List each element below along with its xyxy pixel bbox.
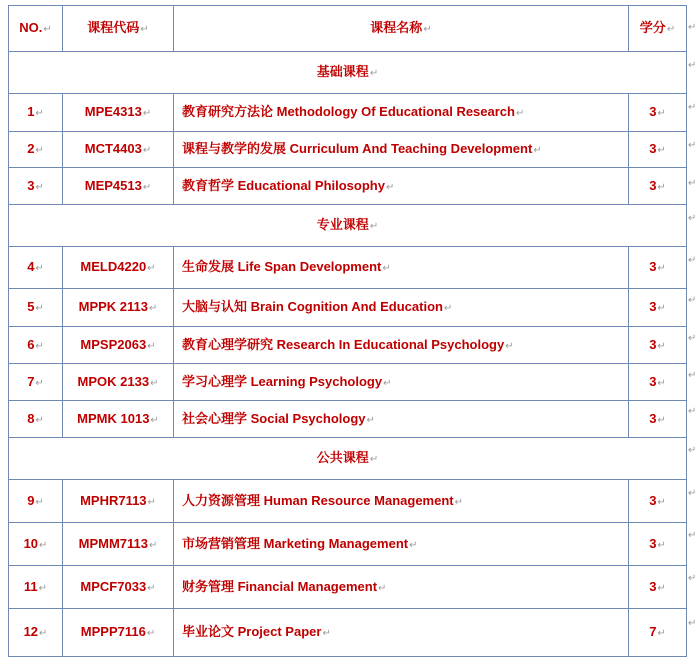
paragraph-mark-icon: ↵ (148, 539, 158, 551)
course-code-text: MEP4513 (84, 177, 142, 193)
course-code (63, 132, 174, 168)
paragraph-mark-icon: ↵ (657, 496, 666, 508)
paragraph-mark-icon: ↵ (657, 263, 666, 274)
paragraph-mark-icon: ↵ (142, 145, 152, 156)
course-no (9, 401, 63, 438)
row-end-mark: ↵ (688, 333, 696, 344)
course-name (174, 480, 629, 523)
course-credit (629, 168, 687, 205)
paragraph-mark-icon: ↵ (657, 582, 666, 594)
course-no-text: 7 (27, 373, 35, 389)
course-code (63, 94, 174, 132)
paragraph-mark-icon: ↵ (35, 303, 44, 314)
course-name-text: 教育心理学研究 Research In Educational Psychology (182, 336, 505, 352)
course-no (9, 609, 63, 657)
course-credit (629, 94, 687, 132)
course-no-text: 11 (23, 578, 38, 594)
course-name (174, 132, 629, 168)
course-code-text: MPMM7113 (78, 535, 148, 551)
row-end-mark: ↵ (688, 213, 696, 224)
course-no-text: 9 (27, 492, 35, 508)
table-row (9, 364, 687, 401)
paragraph-mark-icon: ↵ (657, 145, 666, 156)
course-code-text: MPPK 2113 (78, 299, 148, 314)
row-end-mark: ↵ (688, 60, 696, 71)
paragraph-mark-icon: ↵ (147, 263, 156, 274)
course-name-text: 财务管理 Financial Management (182, 578, 378, 594)
row-end-mark: ↵ (688, 370, 696, 381)
paragraph-mark-icon: ↵ (515, 108, 525, 119)
paragraph-mark-icon: ↵ (35, 181, 44, 193)
course-no-text: 5 (27, 299, 35, 314)
course-code-text: MPCF7033 (80, 578, 147, 594)
course-credit-text: 3 (649, 578, 657, 594)
course-credit (629, 289, 687, 327)
paragraph-mark-icon: ↵ (150, 414, 159, 426)
section-title-text: 基础课程 (316, 64, 369, 79)
section-row (9, 438, 687, 480)
course-name (174, 247, 629, 289)
paragraph-mark-icon: ↵ (146, 628, 156, 639)
course-no-text: 8 (27, 410, 35, 426)
course-credit (629, 566, 687, 609)
paragraph-mark-icon: ↵ (443, 303, 453, 314)
course-credit-text: 3 (649, 535, 657, 551)
course-no-text: 4 (27, 259, 35, 274)
course-name-text: 社会心理学 Social Psychology (182, 410, 366, 426)
table-row (9, 523, 687, 566)
paragraph-mark-icon: ↵ (147, 340, 156, 352)
section-title (9, 438, 687, 480)
table-row (9, 247, 687, 289)
course-code-text: MCT4403 (84, 141, 142, 156)
section-row (9, 205, 687, 247)
course-name-text: 教育研究方法论 Methodology Of Educational Research (182, 104, 515, 119)
table-row (9, 480, 687, 523)
table-row (9, 566, 687, 609)
course-credit-text: 3 (649, 141, 657, 156)
course-code (63, 566, 174, 609)
course-name (174, 327, 629, 364)
course-name (174, 401, 629, 438)
course-credit (629, 327, 687, 364)
row-end-mark: ↵ (688, 530, 696, 541)
course-name-text: 课程与教学的发展 Curriculum And Teaching Development (182, 141, 533, 156)
row-end-mark: ↵ (688, 178, 696, 189)
course-code-text: MPPP7116 (80, 624, 146, 639)
paragraph-mark-icon: ↵ (533, 145, 542, 156)
course-name-text: 人力资源管理 Human Resource Management (182, 492, 454, 508)
paragraph-mark-icon: ↵ (382, 263, 391, 274)
course-no (9, 132, 63, 168)
course-code (63, 523, 174, 566)
paragraph-mark-icon: ↵ (369, 68, 379, 79)
paragraph-mark-icon: ↵ (657, 340, 666, 352)
row-end-mark: ↵ (688, 140, 696, 151)
paragraph-mark-icon: ↵ (657, 628, 666, 639)
course-name (174, 94, 629, 132)
course-no (9, 289, 63, 327)
paragraph-mark-icon: ↵ (322, 628, 331, 639)
paragraph-mark-icon: ↵ (147, 496, 156, 508)
paragraph-mark-icon: ↵ (35, 496, 44, 508)
course-no (9, 247, 63, 289)
course-credit (629, 401, 687, 438)
paragraph-mark-icon: ↵ (657, 377, 666, 389)
section-title-text: 公共课程 (316, 450, 369, 465)
paragraph-mark-icon: ↵ (657, 414, 666, 426)
course-name (174, 364, 629, 401)
header-name: 课程名称↵ (174, 6, 629, 52)
course-no (9, 480, 63, 523)
paragraph-mark-icon: ↵ (35, 263, 44, 274)
course-name-text: 毕业论文 Project Paper (182, 624, 322, 639)
course-no (9, 566, 63, 609)
paragraph-mark-icon: ↵ (35, 145, 44, 156)
paragraph-mark-icon: ↵ (409, 539, 418, 551)
section-title-text: 专业课程 (316, 217, 369, 232)
course-credit (629, 523, 687, 566)
course-code-text: MELD4220 (80, 259, 147, 274)
row-end-mark: ↵ (688, 618, 696, 629)
header-code: 课程代码↵ (63, 6, 174, 52)
course-code (63, 168, 174, 205)
course-code-text: MPSP2063 (80, 336, 147, 352)
row-end-mark: ↵ (688, 22, 696, 33)
course-credit-text: 3 (649, 104, 657, 119)
paragraph-mark-icon: ↵ (39, 539, 48, 551)
table-row (9, 94, 687, 132)
course-credit (629, 132, 687, 168)
row-end-mark: ↵ (688, 573, 696, 584)
table-row (9, 289, 687, 327)
course-credit-text: 3 (649, 373, 657, 389)
paragraph-mark-icon: ↵ (454, 496, 463, 508)
course-no-text: 12 (23, 624, 39, 639)
course-code-text: MPHR7113 (80, 492, 147, 508)
course-no (9, 94, 63, 132)
course-name-text: 教育哲学 Educational Philosophy (182, 177, 385, 193)
course-credit-text: 3 (649, 336, 657, 352)
row-end-mark: ↵ (688, 445, 696, 456)
course-code (63, 401, 174, 438)
paragraph-mark-icon: ↵ (150, 377, 159, 389)
paragraph-mark-icon: ↵ (366, 414, 375, 426)
table-row (9, 609, 687, 657)
course-no (9, 364, 63, 401)
course-code-text: MPMK 1013 (77, 410, 150, 426)
course-code (63, 327, 174, 364)
course-credit-text: 3 (649, 299, 657, 314)
course-code (63, 480, 174, 523)
paragraph-mark-icon: ↵ (35, 340, 44, 352)
course-name (174, 566, 629, 609)
course-name (174, 168, 629, 205)
table-row (9, 132, 687, 168)
paragraph-mark-icon: ↵ (148, 303, 158, 314)
course-no-text: 6 (27, 336, 35, 352)
course-no-text: 1 (27, 104, 35, 119)
section-row (9, 52, 687, 94)
paragraph-mark-icon: ↵ (35, 414, 44, 426)
course-no (9, 168, 63, 205)
paragraph-mark-icon: ↵ (505, 340, 514, 352)
course-name-text: 市场营销管理 Marketing Management (182, 535, 409, 551)
course-credit (629, 364, 687, 401)
course-credit-text: 7 (649, 624, 657, 639)
paragraph-mark-icon: ↵ (657, 181, 666, 193)
row-end-mark: ↵ (688, 255, 696, 266)
paragraph-mark-icon: ↵ (383, 377, 392, 389)
course-name-text: 学习心理学 Learning Psychology (182, 373, 383, 389)
paragraph-mark-icon: ↵ (35, 108, 44, 119)
paragraph-mark-icon: ↵ (142, 181, 152, 193)
paragraph-mark-icon: ↵ (142, 108, 152, 119)
course-code (63, 289, 174, 327)
paragraph-mark-icon: ↵ (657, 539, 666, 551)
course-code (63, 364, 174, 401)
paragraph-mark-icon: ↵ (35, 377, 44, 389)
course-credit-text: 3 (649, 492, 657, 508)
row-end-mark: ↵ (688, 295, 696, 306)
course-code-text: MPE4313 (84, 104, 142, 119)
table-row (9, 401, 687, 438)
course-table (8, 5, 687, 657)
header-credit: 学分↵ (629, 6, 687, 52)
table-header-row (9, 6, 687, 52)
course-credit-text: 3 (649, 177, 657, 193)
course-name-text: 生命发展 Life Span Development (182, 259, 382, 274)
course-credit-text: 3 (649, 259, 657, 274)
course-name (174, 523, 629, 566)
row-end-mark: ↵ (688, 406, 696, 417)
course-no (9, 523, 63, 566)
course-credit-text: 3 (649, 410, 657, 426)
table-row (9, 168, 687, 205)
header-no: NO.↵ (9, 6, 63, 52)
paragraph-mark-icon: ↵ (385, 181, 395, 193)
paragraph-mark-icon: ↵ (657, 108, 666, 119)
paragraph-mark-icon: ↵ (657, 303, 666, 314)
paragraph-mark-icon: ↵ (369, 454, 379, 465)
paragraph-mark-icon: ↵ (147, 582, 156, 594)
course-code-text: MPOK 2133 (77, 373, 150, 389)
course-credit (629, 247, 687, 289)
section-title (9, 52, 687, 94)
course-name (174, 289, 629, 327)
paragraph-mark-icon: ↵ (39, 628, 48, 639)
paragraph-mark-icon: ↵ (369, 221, 379, 232)
paragraph-mark-icon: ↵ (378, 582, 387, 594)
course-code (63, 609, 174, 657)
course-name (174, 609, 629, 657)
row-end-mark: ↵ (688, 488, 696, 499)
course-no-text: 2 (27, 141, 35, 156)
row-end-mark: ↵ (688, 102, 696, 113)
section-title (9, 205, 687, 247)
table-row (9, 327, 687, 364)
course-no-text: 10 (23, 535, 39, 551)
course-code (63, 247, 174, 289)
course-credit (629, 609, 687, 657)
course-credit (629, 480, 687, 523)
course-no (9, 327, 63, 364)
course-name-text: 大脑与认知 Brain Cognition And Education (182, 299, 443, 314)
course-no-text: 3 (27, 177, 35, 193)
paragraph-mark-icon: ↵ (38, 582, 48, 594)
